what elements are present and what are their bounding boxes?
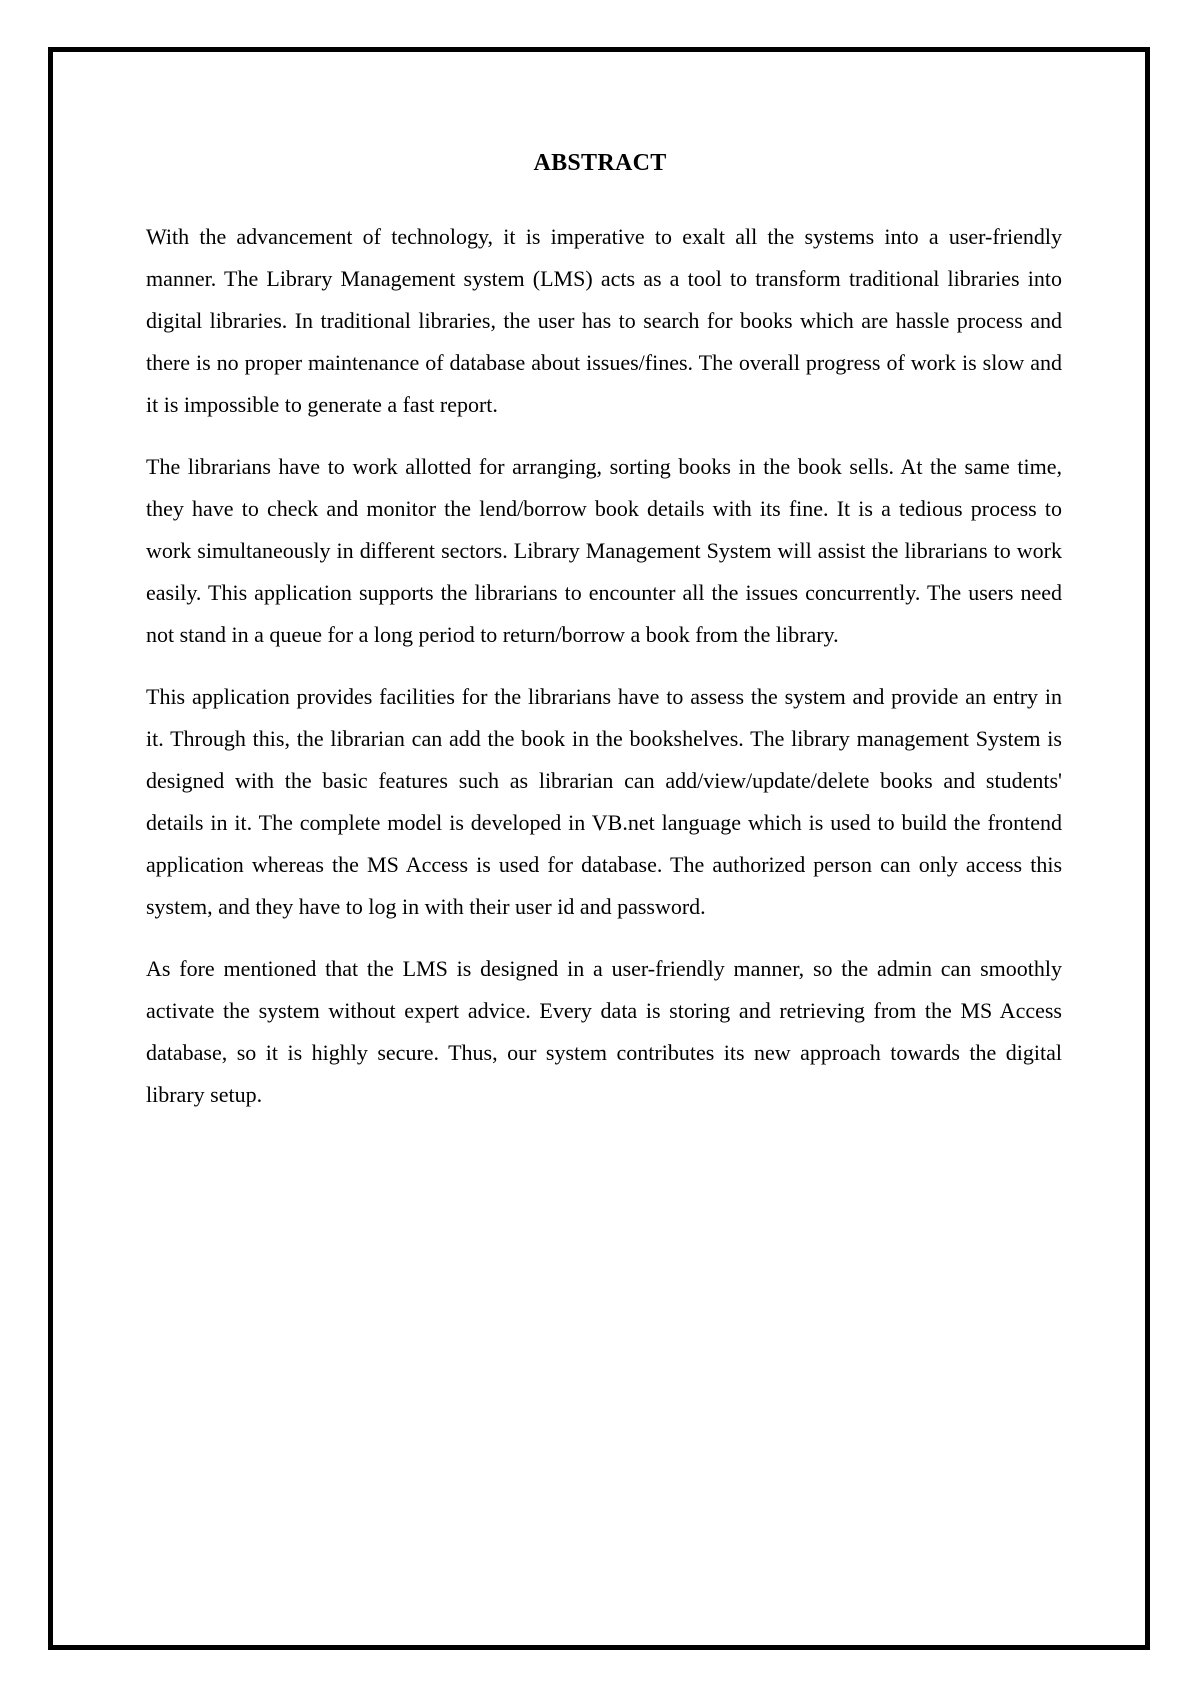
page-title: ABSTRACT <box>533 150 667 176</box>
paragraph-2: The librarians have to work allotted for arranging, sorting books in the book sells. At the same time, they have to check and monitor the lend/borrow book details with its fine. It is a tedious process to work simultaneously in different sectors. Library Management System will assist the librarians to work easily. This application supports the librarians to encounter all the issues concurrently. The users need not stand in a queue for a long period to return/borrow a book from the library. <box>146 454 1062 647</box>
paragraph-1: With the advancement of technology, it is imperative to exalt all the systems into a user-friendly manner. The Library Management system (LMS) acts as a tool to transform traditional libraries into digital libraries. In traditional libraries, the user has to search for books which are hassle process and there is no proper maintenance of database about issues/fines. The overall progress of work is slow and it is impossible to generate a fast report. <box>146 224 1062 417</box>
paragraph-4: As fore mentioned that the LMS is designed in a user-friendly manner, so the admin can smoothly activate the system without expert advice. Every data is storing and retrieving from the MS Access database, so it is highly secure. Thus, our system contributes its new approach towards the digital library setup. <box>146 956 1062 1107</box>
abstract-body <box>146 216 1062 1136</box>
paragraph-3: This application provides facilities for the librarians have to assess the system and provide an entry in it. Through this, the librarian can add the book in the bookshelves. The library management System is designed with the basic features such as librarian can add/view/update/delete books and students' details in it. The complete model is developed in VB.net language which is used to build the frontend application whereas the MS Access is used for database. The authorized person can only access this system, and they have to log in with their user id and password. <box>146 684 1062 919</box>
